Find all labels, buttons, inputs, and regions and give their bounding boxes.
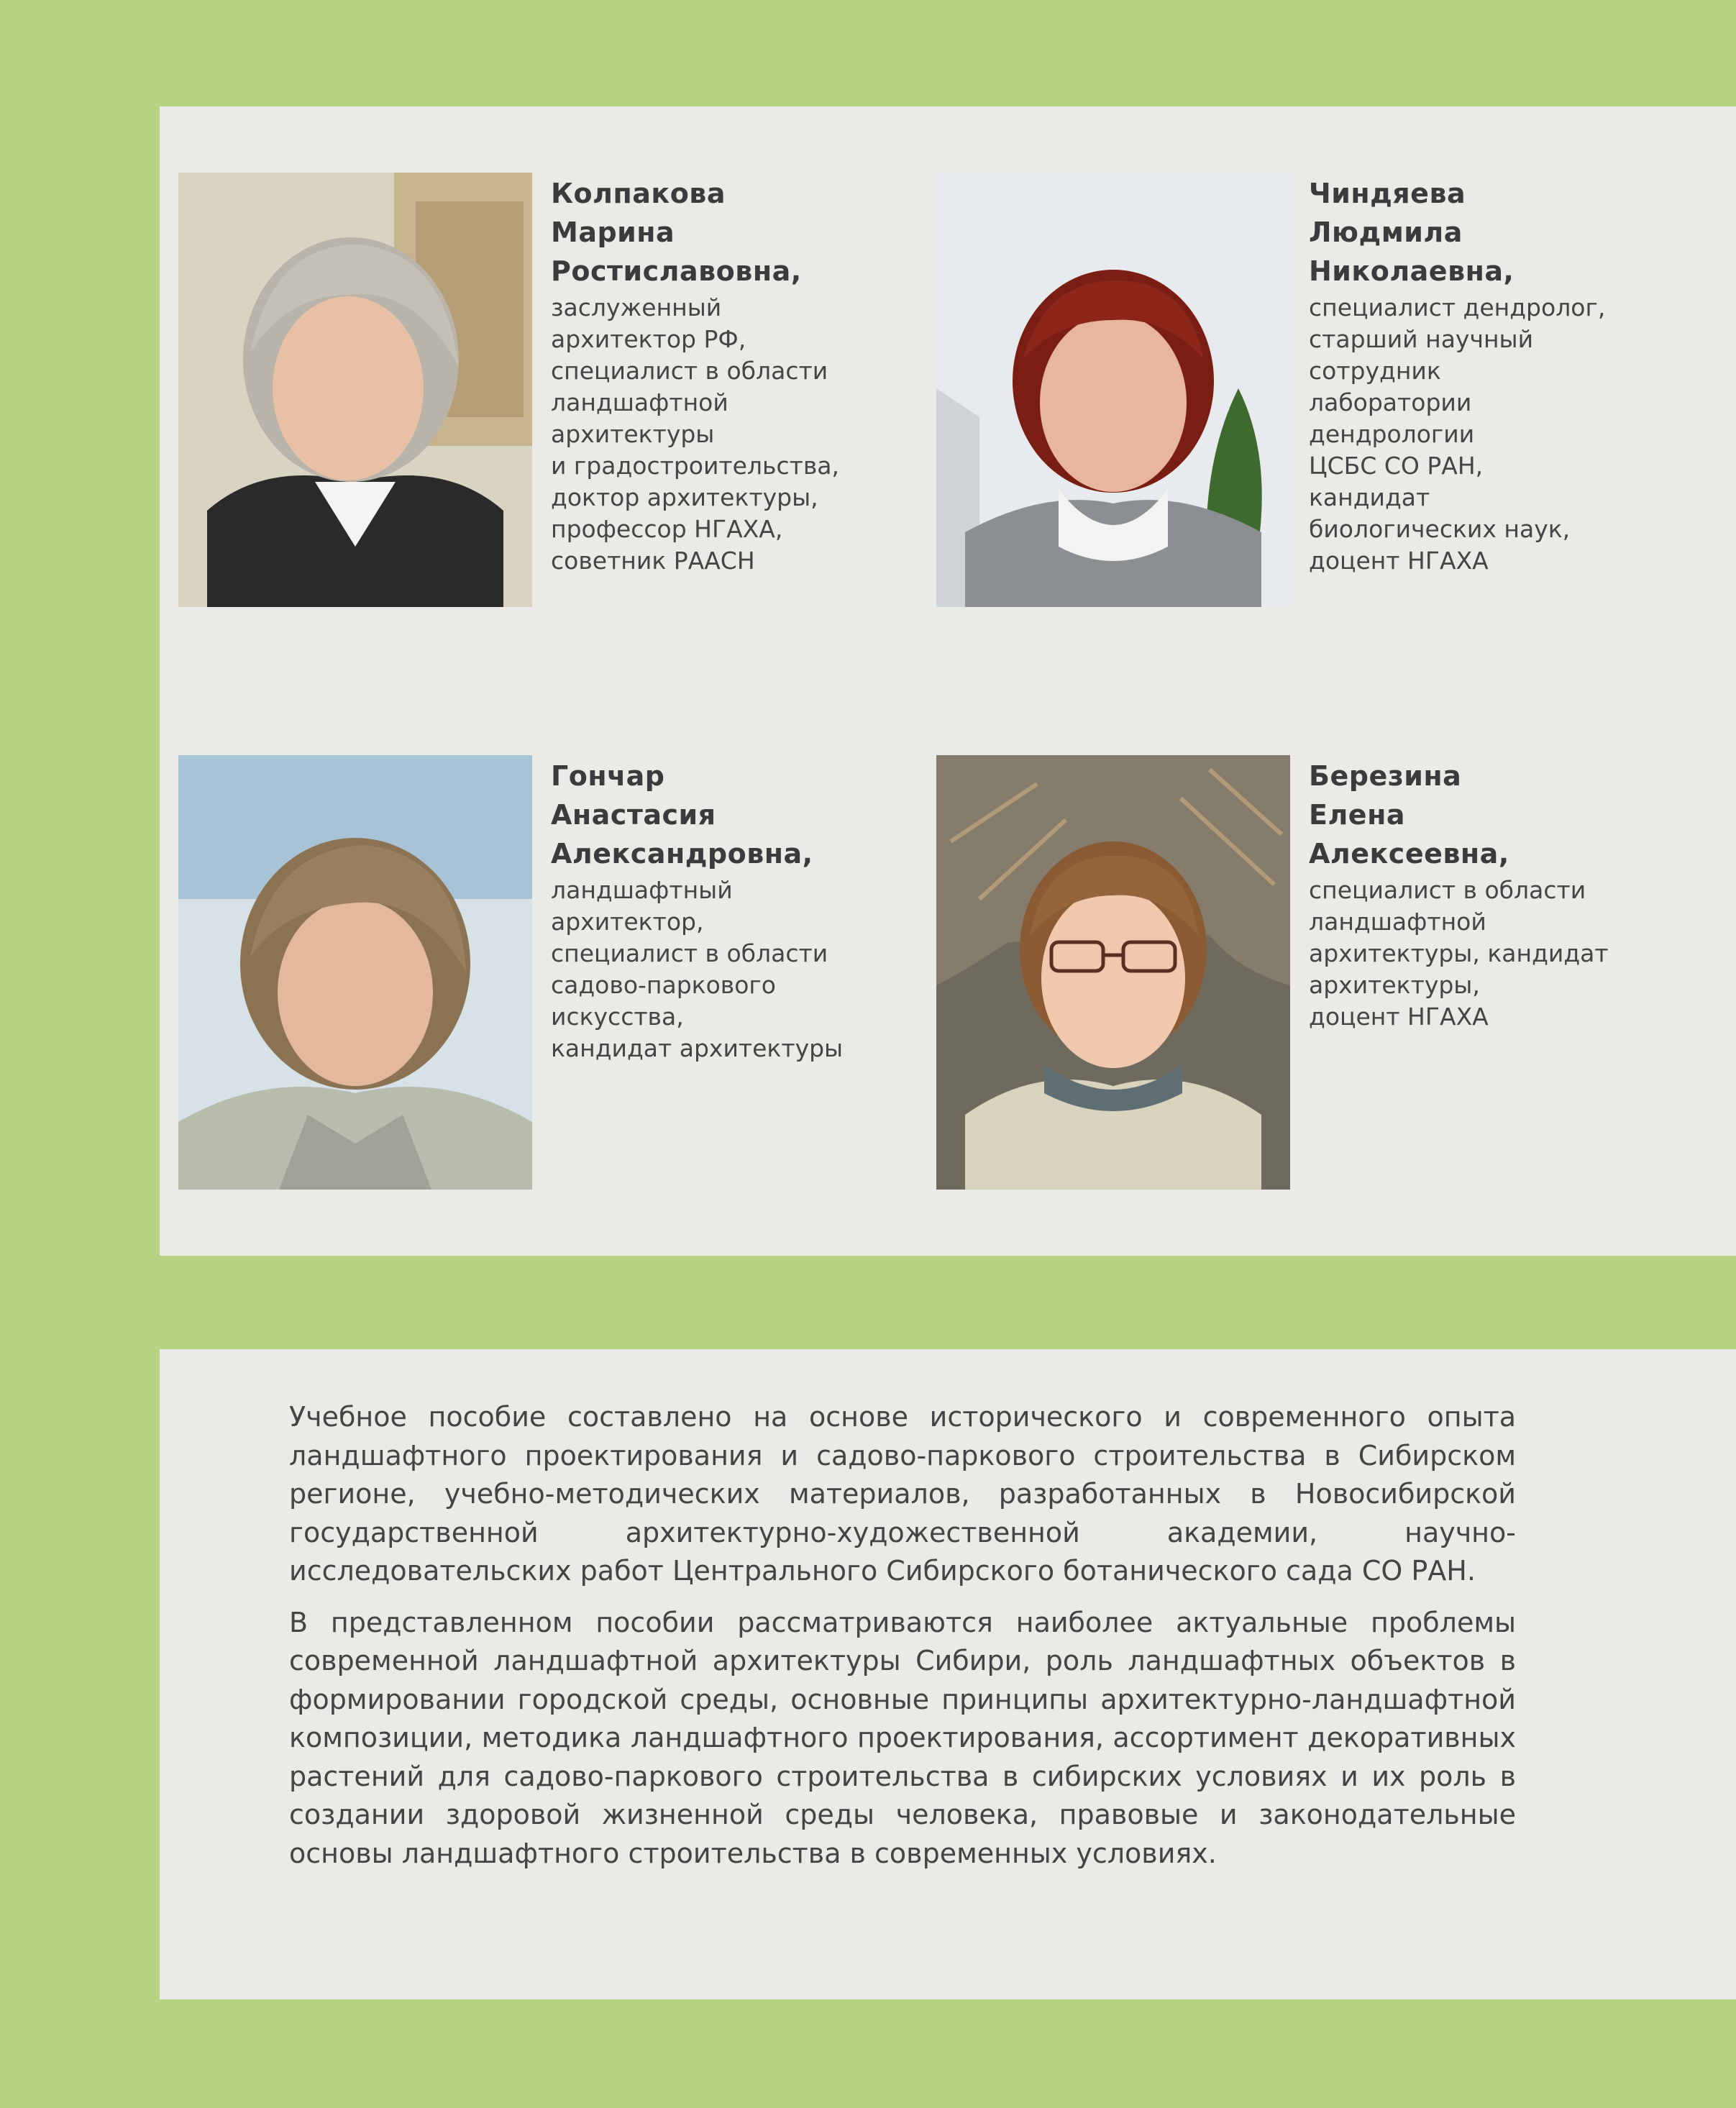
author-card-berezina (936, 755, 1609, 1190)
author-name: Гончар Анастасия Александровна, (551, 760, 813, 870)
author-description: заслуженный архитектор РФ, специалист в области ландшафтной архитектуры и градостроительства, доктор архитектуры, профессор НГАХА, советник РААСН (551, 293, 839, 575)
author-photo (178, 173, 532, 607)
author-card-chindyaeva (936, 173, 1605, 607)
author-photo (178, 755, 532, 1190)
author-name: Березина Елена Алексеевна, (1309, 760, 1509, 870)
author-card-kolpakova (178, 173, 839, 607)
author-description: специалист в области ландшафтной архитектуры, кандидат архитектуры, доцент НГАХА (1309, 876, 1609, 1031)
author-name: Колпакова Марина Ростиславовна, (551, 178, 802, 287)
abstract-paragraph-1: Учебное пособие составлено на основе исторического и современного опыта ландшафтного проектирования и садово-паркового строительства в Сибирском регионе, учебно-методических материалов, разработанных в Новосибирской государственной архитектурно-художественной академии, научно-исследовательских работ Центрального Сибирского ботанического сада СО РАН. (289, 1401, 1516, 1587)
author-card-gonchar (178, 755, 843, 1190)
book-abstract (289, 1398, 1516, 1886)
author-name: Чиндяева Людмила Николаевна, (1309, 178, 1515, 287)
author-photo (936, 755, 1290, 1190)
abstract-paragraph-2: В представленном пособии рассматриваются наиболее актуальные проблемы современной ландшафтной архитектуры Сибири, роль ландшафтных объектов в формировании городской среды, основные принципы архитектурно-ландшафтной композиции, методика ландшафтного проектирования, ассортимент декоративных растений для садово-паркового строительства в сибирских условиях и их роль в создании здоровой жизненной среды человека, правовые и законодательные основы ландшафтного строительства в современных условиях. (289, 1606, 1516, 1869)
author-photo (936, 173, 1290, 607)
author-description: ландшафтный архитектор, специалист в области садово-паркового искусства, кандидат архитектуры (551, 876, 844, 1062)
author-description: специалист дендролог, старший научный сотрудник лаборатории дендрологии ЦСБС СО РАН, кандидат биологических наук, доцент НГАХА (1309, 293, 1606, 575)
